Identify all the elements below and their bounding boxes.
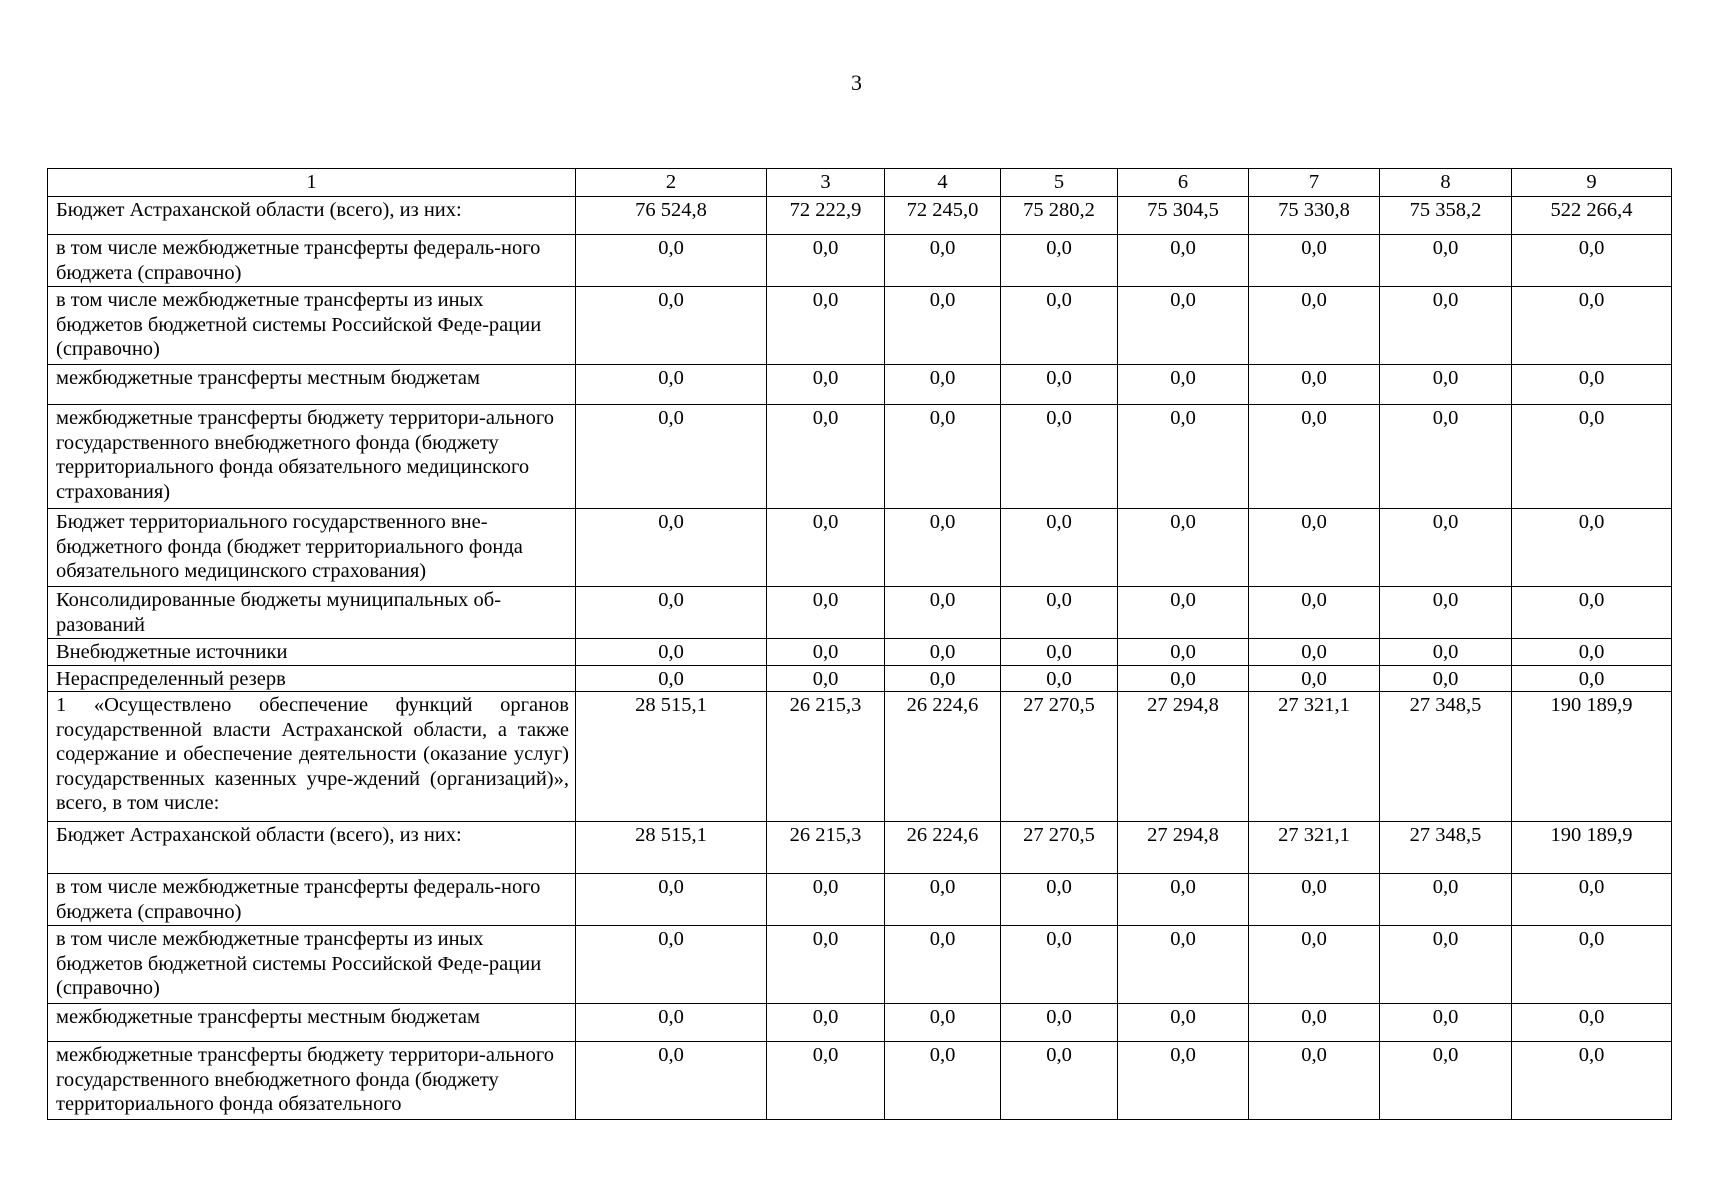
table-row <box>48 287 1672 365</box>
row-label: в том числе межбюджетные трансферты федераль-ного бюджета (справочно) <box>48 235 576 287</box>
column-header: 6 <box>1118 169 1249 197</box>
row-label: межбюджетные трансферты бюджету территори-ального государственного внебюджетного фонда (бюджету территориального фонда обязательного <box>48 1042 576 1120</box>
value-cell: 0,0 <box>1249 926 1380 1004</box>
value-cell: 0,0 <box>1512 926 1672 1004</box>
value-cell: 0,0 <box>767 639 885 666</box>
value-cell: 0,0 <box>1001 365 1118 405</box>
column-header: 5 <box>1001 169 1118 197</box>
column-header: 1 <box>48 169 576 197</box>
value-cell: 75 358,2 <box>1380 197 1512 235</box>
value-cell: 0,0 <box>1380 235 1512 287</box>
value-cell: 0,0 <box>1380 1004 1512 1042</box>
value-cell: 27 270,5 <box>1001 692 1118 822</box>
value-cell: 0,0 <box>767 235 885 287</box>
value-cell: 0,0 <box>1249 235 1380 287</box>
value-cell: 0,0 <box>1380 1042 1512 1120</box>
value-cell: 0,0 <box>1249 587 1380 639</box>
row-label: в том числе межбюджетные трансферты из иных бюджетов бюджетной системы Российской Феде-рации (справочно) <box>48 926 576 1004</box>
value-cell: 0,0 <box>576 639 767 666</box>
value-cell: 190 189,9 <box>1512 822 1672 874</box>
row-label: Внебюджетные источники <box>48 639 576 666</box>
value-cell: 0,0 <box>1001 1004 1118 1042</box>
value-cell: 0,0 <box>1512 639 1672 666</box>
column-header: 4 <box>885 169 1001 197</box>
table-row <box>48 926 1672 1004</box>
value-cell: 0,0 <box>1512 587 1672 639</box>
value-cell: 0,0 <box>885 405 1001 509</box>
column-header: 8 <box>1380 169 1512 197</box>
column-number-row <box>48 169 1672 197</box>
value-cell: 27 348,5 <box>1380 822 1512 874</box>
value-cell: 0,0 <box>1001 1042 1118 1120</box>
value-cell: 0,0 <box>1001 639 1118 666</box>
value-cell: 0,0 <box>1380 509 1512 587</box>
value-cell: 0,0 <box>1380 287 1512 365</box>
value-cell: 27 294,8 <box>1118 822 1249 874</box>
row-label: Бюджет территориального государственного вне-бюджетного фонда (бюджет территориального фонда обязательного медицинского страхования) <box>48 509 576 587</box>
value-cell: 0,0 <box>885 365 1001 405</box>
row-label: в том числе межбюджетные трансферты из иных бюджетов бюджетной системы Российской Феде-рации (справочно) <box>48 287 576 365</box>
value-cell: 0,0 <box>1512 287 1672 365</box>
value-cell: 26 224,6 <box>885 822 1001 874</box>
value-cell: 0,0 <box>1380 365 1512 405</box>
value-cell: 0,0 <box>1001 287 1118 365</box>
table-row <box>48 1004 1672 1042</box>
value-cell: 0,0 <box>767 1042 885 1120</box>
value-cell: 27 321,1 <box>1249 692 1380 822</box>
value-cell: 0,0 <box>1001 665 1118 692</box>
value-cell: 75 330,8 <box>1249 197 1380 235</box>
value-cell: 0,0 <box>1249 1004 1380 1042</box>
value-cell: 0,0 <box>1001 405 1118 509</box>
value-cell: 0,0 <box>1512 665 1672 692</box>
value-cell: 0,0 <box>1118 1042 1249 1120</box>
value-cell: 0,0 <box>1249 287 1380 365</box>
value-cell: 0,0 <box>767 509 885 587</box>
table-row <box>48 874 1672 926</box>
value-cell: 0,0 <box>1512 1004 1672 1042</box>
value-cell: 0,0 <box>1118 235 1249 287</box>
table-row <box>48 665 1672 692</box>
value-cell: 0,0 <box>1380 665 1512 692</box>
table-row <box>48 639 1672 666</box>
value-cell: 0,0 <box>767 874 885 926</box>
value-cell: 0,0 <box>1512 1042 1672 1120</box>
table-row <box>48 365 1672 405</box>
row-label: Бюджет Астраханской области (всего), из них: <box>48 822 576 874</box>
value-cell: 0,0 <box>1512 874 1672 926</box>
column-header: 9 <box>1512 169 1672 197</box>
value-cell: 522 266,4 <box>1512 197 1672 235</box>
value-cell: 0,0 <box>1118 365 1249 405</box>
value-cell: 0,0 <box>1249 509 1380 587</box>
value-cell: 0,0 <box>1249 874 1380 926</box>
column-header: 7 <box>1249 169 1380 197</box>
value-cell: 26 215,3 <box>767 692 885 822</box>
row-label: Бюджет Астраханской области (всего), из них: <box>48 197 576 235</box>
value-cell: 75 304,5 <box>1118 197 1249 235</box>
value-cell: 0,0 <box>885 1004 1001 1042</box>
value-cell: 0,0 <box>1001 926 1118 1004</box>
value-cell: 0,0 <box>1001 235 1118 287</box>
value-cell: 0,0 <box>1249 405 1380 509</box>
value-cell: 0,0 <box>1512 365 1672 405</box>
value-cell: 0,0 <box>576 1004 767 1042</box>
value-cell: 0,0 <box>576 509 767 587</box>
value-cell: 0,0 <box>1118 874 1249 926</box>
table-row <box>48 509 1672 587</box>
row-label: 1 «Осуществлено обеспечение функций органов государственной власти Астраханской области, а также содержание и обеспечение деятельности (оказание услуг) государственных казенных учре-ждений (организаций)», всего, в том числе: <box>48 692 576 822</box>
value-cell: 0,0 <box>576 587 767 639</box>
table-row <box>48 1042 1672 1120</box>
value-cell: 0,0 <box>1118 926 1249 1004</box>
value-cell: 0,0 <box>1118 405 1249 509</box>
value-cell: 0,0 <box>1249 365 1380 405</box>
value-cell: 0,0 <box>885 665 1001 692</box>
value-cell: 0,0 <box>1512 235 1672 287</box>
value-cell: 0,0 <box>885 509 1001 587</box>
value-cell: 0,0 <box>767 287 885 365</box>
value-cell: 0,0 <box>1380 926 1512 1004</box>
value-cell: 0,0 <box>767 1004 885 1042</box>
table-row <box>48 197 1672 235</box>
column-header: 3 <box>767 169 885 197</box>
value-cell: 0,0 <box>1380 874 1512 926</box>
row-label: межбюджетные трансферты местным бюджетам <box>48 365 576 405</box>
row-label: Нераспределенный резерв <box>48 665 576 692</box>
value-cell: 0,0 <box>885 587 1001 639</box>
value-cell: 76 524,8 <box>576 197 767 235</box>
value-cell: 0,0 <box>885 639 1001 666</box>
row-label: Консолидированные бюджеты муниципальных об-разований <box>48 587 576 639</box>
value-cell: 0,0 <box>1249 1042 1380 1120</box>
value-cell: 0,0 <box>1118 665 1249 692</box>
value-cell: 0,0 <box>885 926 1001 1004</box>
column-header: 2 <box>576 169 767 197</box>
value-cell: 0,0 <box>576 926 767 1004</box>
value-cell: 26 215,3 <box>767 822 885 874</box>
table-row <box>48 692 1672 822</box>
value-cell: 27 321,1 <box>1249 822 1380 874</box>
value-cell: 0,0 <box>1380 639 1512 666</box>
value-cell: 0,0 <box>885 235 1001 287</box>
row-label: межбюджетные трансферты бюджету территори-ального государственного внебюджетного фонда (бюджету территориального фонда обязательного медицинского страхования) <box>48 405 576 509</box>
value-cell: 190 189,9 <box>1512 692 1672 822</box>
value-cell: 0,0 <box>767 926 885 1004</box>
row-label: межбюджетные трансферты местным бюджетам <box>48 1004 576 1042</box>
value-cell: 72 222,9 <box>767 197 885 235</box>
value-cell: 0,0 <box>1118 1004 1249 1042</box>
value-cell: 0,0 <box>885 1042 1001 1120</box>
value-cell: 75 280,2 <box>1001 197 1118 235</box>
value-cell: 0,0 <box>767 405 885 509</box>
value-cell: 0,0 <box>1118 287 1249 365</box>
value-cell: 0,0 <box>1001 587 1118 639</box>
value-cell: 0,0 <box>767 365 885 405</box>
table-row <box>48 822 1672 874</box>
value-cell: 0,0 <box>1001 874 1118 926</box>
table-row <box>48 405 1672 509</box>
value-cell: 0,0 <box>767 587 885 639</box>
value-cell: 0,0 <box>1118 639 1249 666</box>
value-cell: 0,0 <box>1001 509 1118 587</box>
value-cell: 0,0 <box>885 874 1001 926</box>
value-cell: 26 224,6 <box>885 692 1001 822</box>
value-cell: 0,0 <box>576 287 767 365</box>
value-cell: 0,0 <box>1380 587 1512 639</box>
value-cell: 0,0 <box>885 287 1001 365</box>
value-cell: 28 515,1 <box>576 692 767 822</box>
row-label: в том числе межбюджетные трансферты федераль-ного бюджета (справочно) <box>48 874 576 926</box>
page-number: 3 <box>851 70 862 95</box>
value-cell: 0,0 <box>1512 509 1672 587</box>
value-cell: 27 348,5 <box>1380 692 1512 822</box>
value-cell: 0,0 <box>1512 405 1672 509</box>
value-cell: 0,0 <box>576 874 767 926</box>
value-cell: 0,0 <box>576 665 767 692</box>
value-cell: 0,0 <box>1249 639 1380 666</box>
table-row <box>48 587 1672 639</box>
budget-table <box>47 168 1672 1120</box>
value-cell: 27 294,8 <box>1118 692 1249 822</box>
table-row <box>48 235 1672 287</box>
value-cell: 27 270,5 <box>1001 822 1118 874</box>
value-cell: 0,0 <box>1380 405 1512 509</box>
value-cell: 0,0 <box>576 1042 767 1120</box>
value-cell: 0,0 <box>576 365 767 405</box>
value-cell: 28 515,1 <box>576 822 767 874</box>
value-cell: 0,0 <box>1249 665 1380 692</box>
value-cell: 0,0 <box>576 405 767 509</box>
value-cell: 0,0 <box>576 235 767 287</box>
value-cell: 0,0 <box>767 665 885 692</box>
value-cell: 0,0 <box>1118 587 1249 639</box>
value-cell: 72 245,0 <box>885 197 1001 235</box>
value-cell: 0,0 <box>1118 509 1249 587</box>
